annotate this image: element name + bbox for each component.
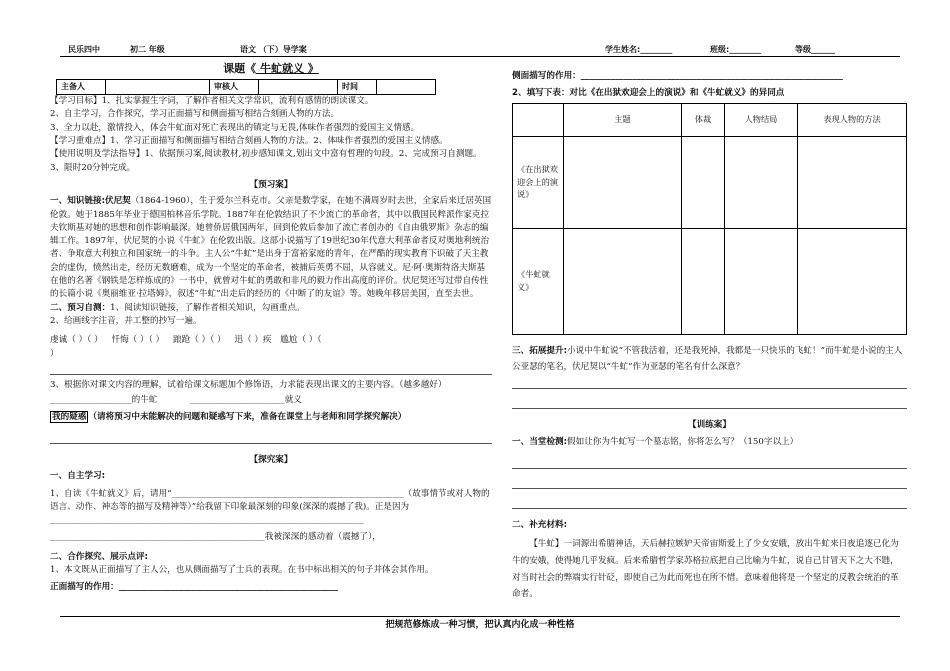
- time-cell: [377, 80, 436, 95]
- grade: 初二 年级: [130, 45, 165, 54]
- q3: 3、根据你对课文内容的理解，试着给课文标题加个修饰语，力求能表现出课文的主要内容。（越多越好）: [50, 379, 447, 390]
- row-gadfly: 《牛虻就义》: [513, 228, 564, 334]
- pinyin-row: [50, 334, 492, 347]
- title-main: 牛虻就义 》: [256, 62, 319, 75]
- header-fate: 人物结局: [725, 103, 798, 136]
- extend-text: 小说中牛虻说“不管我活着，还是我死掉，我都是一只快乐的飞虻！”而牛虻是小说的主人公亚瑟的笔名，伏尼契以“牛虻”作为亚瑟的笔名有什么深意？: [512, 345, 903, 372]
- check-text: 假如让你为牛虻写一个墓志铭，你将怎么写？（150字以上）: [567, 436, 799, 447]
- check-title: 一、当堂检测:: [512, 436, 567, 447]
- check-line-2[interactable]: [512, 477, 907, 489]
- preparer-cell: [106, 80, 210, 95]
- check-line-3[interactable]: [512, 497, 907, 509]
- reviewer-cell: [259, 80, 338, 95]
- compare-table: [512, 103, 907, 335]
- supp-text: 【牛虻】一词源出希腊神话，天后赫拉嫉妒天帝宙斯爱上了少女安娥，放出牛虻来日夜追逐已化为牛的安娥，使得她几乎发疯。后来希腊哲学家苏格拉底把自己比喻为牛虻，说自己甘冒天下之大不韪，对当时社会的弊端实行针砭，即使自己为此而死也在所不惜。意味着他将是一个坚定的反教会统治的革命者。: [512, 539, 899, 600]
- title-prefix: 课题《: [223, 62, 257, 75]
- doubt-row: [50, 411, 492, 424]
- extend-block: [512, 343, 907, 376]
- self-study-1: 1、自读《牛虻就义》后，请用“______________________________________________________（故事情节或对人物的语言、动作、神态等的描写及精神等）”给我留下印象最深刻的印象(深深的震撼了我)。正是因为_________________________________________________________________________: [50, 488, 490, 526]
- pinyin-word-1: 虔诚（ ）（ ）: [50, 335, 103, 346]
- goal-3: 3、全力以赴，激情投入，体会牛虻面对死亡表现出的镇定与无畏,体味作者强烈的爱国主义情感。: [50, 122, 420, 133]
- goal-1: 【学习目标】1、扎实掌握生字词，了解作者相关文学常识，流利有感情的朗读课文。: [50, 96, 374, 107]
- doubt-text: （请将预习中未能解决的问题和疑惑写下来，准备在课堂上与老师和同学探究解决）: [88, 411, 407, 422]
- student-name-field: 学生姓名:________: [605, 45, 673, 54]
- compare-question: 2、填写下表：对比《在出狱欢迎会上的演说》和《牛虻就义》的异同点: [512, 88, 785, 99]
- pinyin-tail: ）: [50, 348, 59, 359]
- q3-blanks: [50, 394, 492, 407]
- cell[interactable]: [798, 228, 907, 334]
- explore-heading: 【探究案】: [249, 454, 293, 465]
- cell[interactable]: [564, 228, 682, 334]
- self-test-title: 二、预习自测：: [50, 302, 111, 313]
- pinyin-word-4: 迅（ ）疾: [234, 335, 272, 346]
- cell[interactable]: [682, 228, 725, 334]
- q3-blank-1[interactable]: ___________________的牛虻: [50, 395, 158, 406]
- left-column: [50, 60, 492, 595]
- right-column: [512, 60, 907, 603]
- coop-1: 1、本文既从正面描写了主人公，也从侧面描写了士兵的表现。在书中标出相关的句子并体会其作用。: [50, 565, 434, 576]
- knowledge-text: （1864-1960），生于爱尔兰科克市。父亲是数学家，在她不满周岁时去世，全家后来迁居英国伦敦。她于1885年毕业于德国柏林音乐学院。1887年在伦敦结识了不少流亡的革命者，其中以俄国民粹派作家克拉夫钦斯基对她的思想和创作影响最深。她曾侨居俄国两年，回到伦敦后参加了流亡者创办的《自由俄罗斯》杂志的编辑工作。1897年，伏尼契的小说《牛虻》在伦敦出版。这部小说描写了19世纪30年代意大利革命者反对奥地利统治者、争取意大利独立和国家统一的斗争。主人公“牛虻”是出身于富裕家庭的青年，在严酷的现实教育下识破了天主教会的虚伪，愤然出走，经历无数磨难，成为一个坚定的革命者，被捕后英勇不屈，从容就义。尼·阿·奥斯特洛夫斯基在他的名著《钢铁是怎样炼成的》一书中，就曾对牛虻的勇敢和非凡的毅力作出高度的评价。伏尼契还写过带自传性的长篇小说《奥丽维亚·拉塔姆》，叙述“牛虻”出走后的经历的《中断了的友谊》等。她晚年移居美国，直至去世。: [50, 196, 492, 300]
- doubt-line[interactable]: [50, 432, 492, 444]
- knowledge-title: 一、知识链接:伏尼契: [50, 196, 131, 207]
- corner-cell: [513, 103, 564, 136]
- preparer-label: 主备人: [57, 80, 106, 95]
- self-test-1: 1、阅读知识链接，了解作者相关知识，勾画重点。: [110, 302, 305, 313]
- coop-front: 正面描写的作用：___________________________________________________: [50, 582, 338, 593]
- self-study-2: __________________________________________________我被深深的感动着（震撼了），: [50, 532, 381, 543]
- cell[interactable]: [564, 136, 682, 228]
- self-test-2: 2、给画线字注音，并工整的抄写一遍。: [50, 316, 202, 327]
- side-desc: 侧面描写的作用：_____________________________________________________________: [512, 71, 843, 81]
- key-points: 【学习重难点】1、学习正面描写和侧面描写相结合刻画人物的方法。2、体味作者强烈的爱国主义情感。: [50, 135, 448, 146]
- school-name: 民乐四中: [68, 45, 100, 54]
- page-footer: 把规范修炼成一种习惯，把认真内化成一种性格: [60, 616, 900, 633]
- header-method: 表现人物的方法: [798, 103, 907, 136]
- cell[interactable]: [725, 136, 798, 228]
- subject: 语文 （下）导学案: [240, 45, 307, 54]
- reviewer-label: 审核人: [210, 80, 259, 95]
- pinyin-word-2: 忏悔（ ）（ ）: [111, 335, 165, 346]
- header-genre: 体裁: [682, 103, 725, 136]
- cell[interactable]: [798, 136, 907, 228]
- self-study-title: 一、自主学习:: [50, 471, 105, 482]
- rating-field: 等级______: [795, 45, 835, 54]
- preview-heading: 【预习案】: [249, 179, 293, 190]
- extend-line-2[interactable]: [512, 397, 907, 409]
- header-theme: 主题: [564, 103, 682, 136]
- class-field: 班级:________: [710, 45, 762, 54]
- page-header: [60, 44, 900, 57]
- cell[interactable]: [682, 136, 725, 228]
- pinyin-word-5: 尴尬（ ）（: [280, 335, 322, 346]
- answer-line[interactable]: [50, 363, 492, 375]
- usage-guide: 【使用说明及学法指导】1、依据预习案,阅读教材,初步感知课文,划出文中富有哲理的句段。2、完成预习自测题。 3、限时20分钟完成。: [50, 149, 482, 173]
- coop-title: 二、合作探究、展示点评:: [50, 551, 148, 562]
- extend-title: 三、拓展提升:: [512, 345, 567, 356]
- train-heading: 【训练案】: [688, 420, 731, 431]
- doubt-label: 我的疑惑: [52, 411, 87, 422]
- meta-table: [56, 79, 436, 95]
- extend-line-1[interactable]: [512, 377, 907, 389]
- check-row: [512, 436, 907, 449]
- check-line-1[interactable]: [512, 457, 907, 469]
- lesson-title: [50, 60, 492, 77]
- cell[interactable]: [725, 228, 798, 334]
- time-label: 时间: [338, 80, 377, 95]
- pinyin-word-3: 踉跄（ ）（ ）: [172, 335, 226, 346]
- goal-2: 2、自主学习，合作探究，学习正面描写和侧面描写相结合刻画人物的方法。: [50, 109, 340, 120]
- row-speech: 《在出狱欢迎会上的演说》: [513, 136, 564, 228]
- q3-blank-2[interactable]: ______________________就义: [190, 395, 302, 406]
- supp-title: 二、补充材料:: [512, 519, 567, 530]
